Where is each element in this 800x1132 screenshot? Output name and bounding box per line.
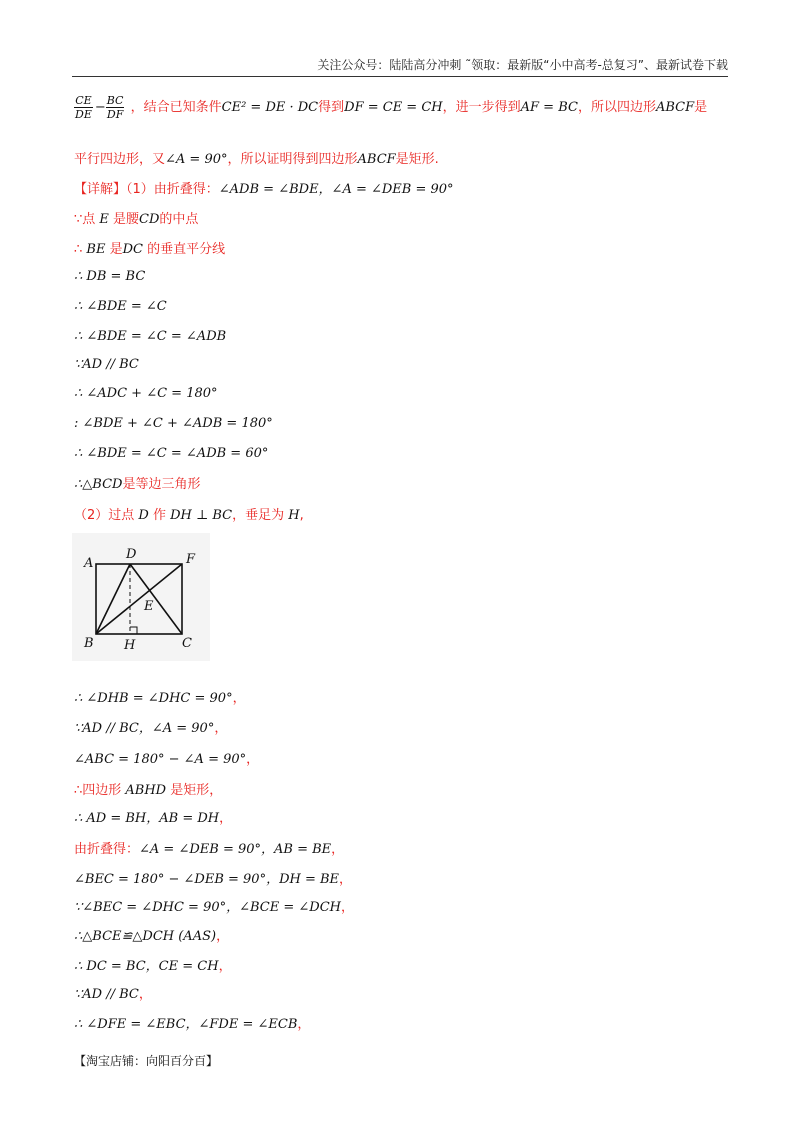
step-line: ∴ ∠BDE = ∠C = ∠ADB = 60° — [74, 446, 269, 461]
step-line: ∴ AD = BH，AB = DH， — [74, 811, 233, 826]
segment-bf — [96, 564, 182, 634]
step-line: ∴ ∠DHB = ∠DHC = 90°， — [74, 691, 246, 706]
label-e: E — [144, 599, 154, 614]
fraction-bc-df: $\frac{BC}{DF}$ — [106, 94, 124, 121]
step-line: ∴ ∠BDE = ∠C — [74, 299, 167, 314]
rectangle-diagram — [72, 533, 210, 661]
step-line: 由折叠得：∠A = ∠DEB = 90°，AB = BE， — [74, 842, 345, 857]
geometry-figure — [72, 533, 210, 661]
step-line: ∠ABC = 180° − ∠A = 90°， — [74, 752, 260, 767]
step-line: ∴ DC = BC，CE = CH， — [74, 959, 232, 974]
page-header: 关注公众号：陆陆高分冲刺 ˜领取：最新版“小中高考-总复习”、最新试卷下载 — [72, 56, 728, 77]
step-line: ∴ ∠DFE = ∠EBC，∠FDE = ∠ECB， — [74, 1017, 311, 1032]
page-footer: 【淘宝店铺：向阳百分百】 — [74, 1054, 219, 1068]
step-line: : ∠BDE + ∠C + ∠ADB = 180° — [74, 416, 273, 431]
label-b: B — [84, 636, 94, 651]
step-line: ∴ BE 是DC 的垂直平分线 — [74, 242, 226, 257]
step-line: ∵AD // BC， — [74, 987, 152, 1002]
step-line: ∴△BCD是等边三角形 — [74, 477, 201, 492]
label-f: F — [186, 552, 196, 567]
right-angle-mark — [130, 627, 137, 634]
fraction-ce-de: $\frac{CE}{DE}$ — [75, 94, 92, 121]
label-d: D — [126, 547, 137, 562]
para2-line: 平行四边形，又∠A = 90°，所以证明得到四边形ABCF是矩形. — [74, 152, 439, 167]
detail-line: 【详解】（1）由折叠得：∠ADB = ∠BDE，∠A = ∠DEB = 90° — [74, 182, 454, 197]
step-line: ∴ ∠ADC + ∠C = 180° — [74, 386, 218, 401]
step-line: ∵AD // BC，∠A = 90°， — [74, 721, 228, 736]
step-line: （2）过点 D 作 DH ⊥ BC，垂足为 H, — [74, 508, 304, 523]
step-line: ∠BEC = 180° − ∠DEB = 90°，DH = BE， — [74, 872, 353, 887]
step-line: ∵点 E 是腰CD的中点 — [74, 212, 199, 227]
label-h: H — [124, 638, 136, 653]
para1-line: $\frac{CE}{DE}$ − $\frac{BC}{DF}$ ，结合已知条件CE² = DE · DC得到DF = CE = CH，进一步得到AF = BC，所以四边形ABCF是 — [75, 94, 708, 121]
step-line: ∴ ∠BDE = ∠C = ∠ADB — [74, 329, 227, 344]
step-line: ∴四边形 ABHD 是矩形， — [74, 783, 223, 798]
label-a: A — [84, 556, 94, 571]
step-line: ∵AD // BC — [74, 357, 139, 372]
step-line: ∵∠BEC = ∠DHC = 90°，∠BCE = ∠DCH， — [74, 900, 355, 915]
step-line: ∴ DB = BC — [74, 269, 146, 284]
segment-bd — [96, 564, 130, 634]
step-line: ∴△BCE≌△DCH (AAS)， — [74, 929, 230, 944]
label-c: C — [182, 636, 192, 651]
